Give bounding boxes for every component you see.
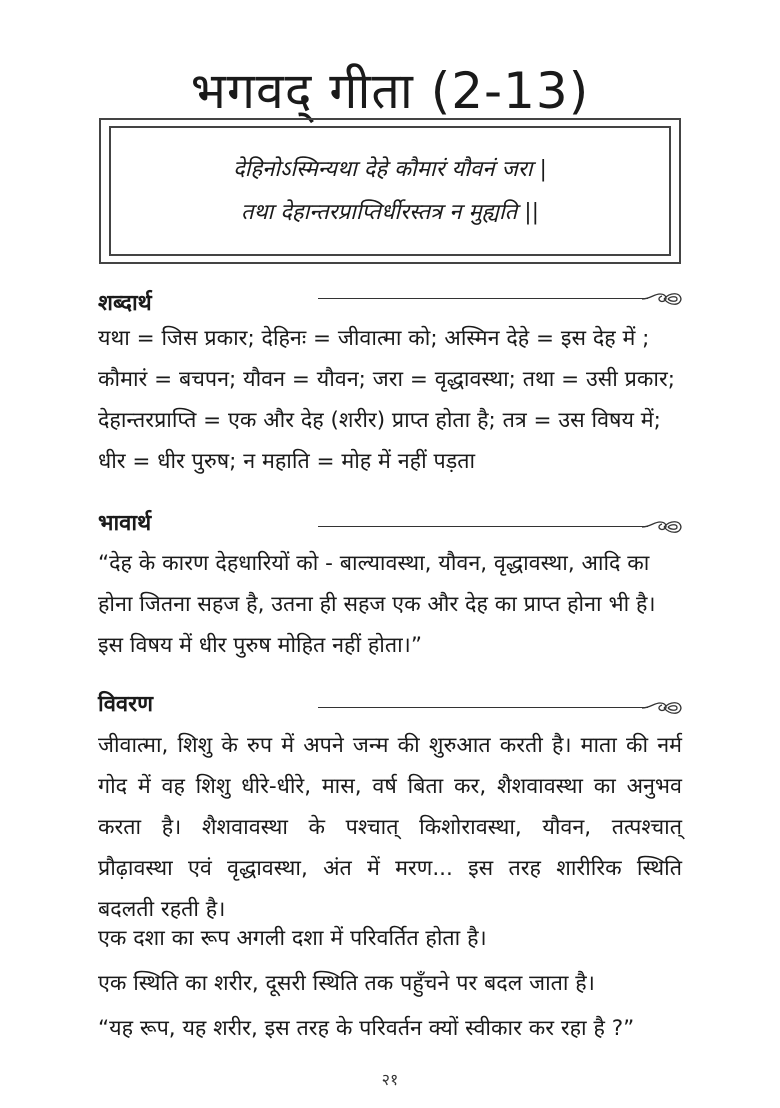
bhavarth-line-1: “देह के कारण देहधारियों को - बाल्यावस्था, यौवन, वृद्धावस्था, आदि का [98, 551, 650, 576]
shabdarth-line-4: धीर = धीर पुरुष; न महाति = मोह में नहीं पड़ता [98, 449, 476, 474]
vivaran-paragraph-2 [98, 918, 682, 959]
verse-line-2: तथा देहान्तरप्राप्तिर्धीरस्तत्र न मुह्यति || [240, 200, 540, 225]
flourish-ornament-icon [640, 288, 684, 310]
section-rule-bhavarth [318, 526, 648, 527]
bhavarth-line-2: होना जितना सहज है, उतना ही सहज एक और देह का प्राप्त होना भी है। [98, 592, 656, 617]
page-title: भगवद् गीता (2-13) [190, 61, 590, 120]
flourish-ornament-icon [640, 516, 684, 538]
vivaran-line-1: जीवात्मा, शिशु के रुप में अपने जन्म की शुरुआत करती है। माता की नर्म [98, 733, 682, 758]
vivaran-paragraph-1 [98, 725, 682, 930]
vivaran-line-4: प्रौढ़ावस्था एवं वृद्धावस्था, अंत में मरण... इस तरह शारीरिक स्थिति [98, 856, 682, 881]
vivaran-paragraph-3 [98, 963, 682, 1004]
vivaran-line-3: करता है। शैशवावस्था के पश्चात् किशोरावस्था, यौवन, तत्पश्चात् [98, 815, 682, 840]
shabdarth-line-1: यथा = जिस प्रकार; देहिनः = जीवात्मा को; अस्मिन देहे = इस देह में ; [98, 326, 650, 351]
shabdarth-text [98, 318, 682, 482]
vivaran-line-5: बदलती रहती है। [98, 897, 226, 922]
section-heading-vivaran: विवरण [98, 692, 154, 717]
section-heading-bhavarth: भावार्थ [98, 511, 152, 536]
vivaran-para-3-text: एक स्थिति का शरीर, दूसरी स्थिति तक पहुँचने पर बदल जाता है। [98, 971, 595, 996]
verse-line-1: देहिनोऽस्मिन्यथा देहे कौमारं यौवनं जरा | [233, 157, 547, 182]
bhavarth-line-3: इस विषय में धीर पुरुष मोहित नहीं होता।” [98, 633, 422, 658]
section-rule-vivaran [318, 707, 648, 708]
section-rule-shabdarth [318, 298, 648, 299]
vivaran-para-4-text: “यह रूप, यह शरीर, इस तरह के परिवर्तन क्यों स्वीकार कर रहा है ?” [98, 1016, 635, 1041]
vivaran-paragraph-4 [98, 1008, 682, 1049]
vivaran-para-2-text: एक दशा का रूप अगली दशा में परिवर्तित होता है। [98, 926, 487, 951]
flourish-ornament-icon [640, 697, 684, 719]
shabdarth-line-3: देहान्तरप्राप्ति = एक और देह (शरीर) प्राप्त होता है; तत्र = उस विषय में; [98, 408, 661, 433]
shabdarth-line-2: कौमारं = बचपन; यौवन = यौवन; जरा = वृद्धावस्था; तथा = उसी प्रकार; [98, 367, 676, 392]
bhavarth-text [98, 543, 682, 666]
vivaran-line-2: गोद में वह शिशु धीरे-धीरे, मास, वर्ष बिता कर, शैशवावस्था का अनुभव [98, 774, 682, 799]
section-heading-shabdarth: शब्दार्थ [98, 291, 152, 316]
verse-block [109, 148, 671, 234]
page-number: २१ [381, 1070, 399, 1089]
